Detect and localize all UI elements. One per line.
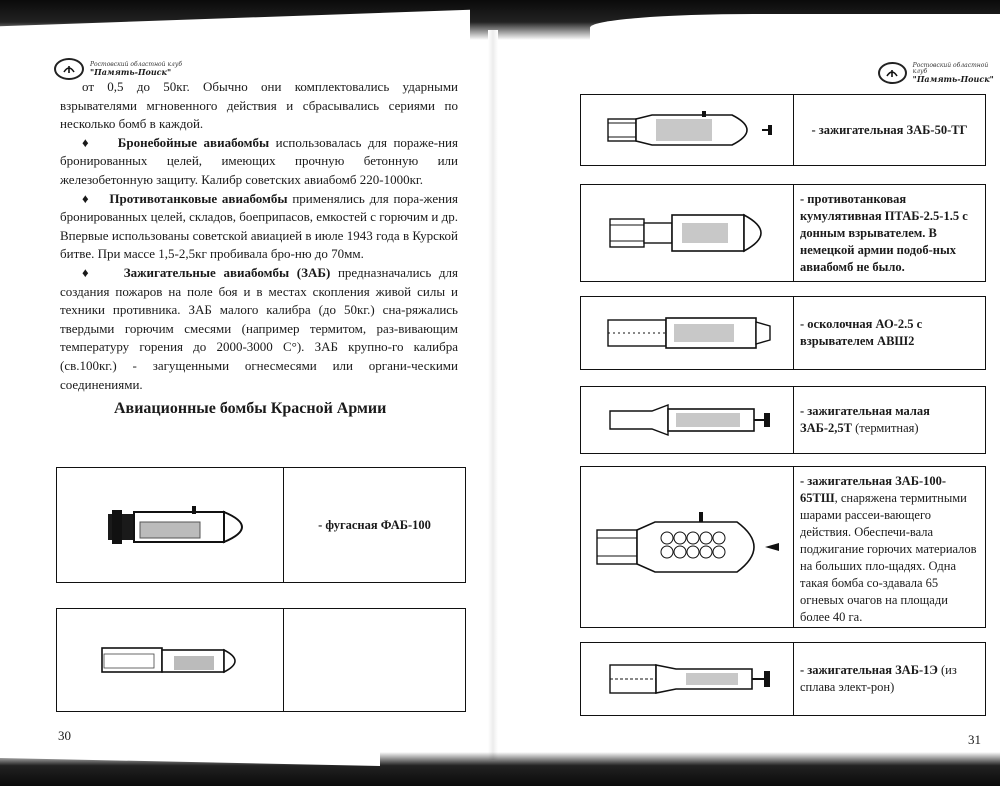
bomb-illustration <box>57 609 284 711</box>
bomb-card <box>580 94 986 166</box>
bomb-illustration <box>581 297 794 369</box>
page-number: 31 <box>968 732 981 747</box>
bomb-illustration <box>581 185 794 281</box>
term: Бронебойные авиабомбы <box>117 134 270 150</box>
bomb-fab100-icon <box>70 490 270 560</box>
term: Зажигательные авиабомбы (ЗАБ) <box>123 264 331 280</box>
scan-paper-edge <box>590 14 1000 48</box>
club-emblem-icon <box>54 58 84 80</box>
bomb-zab100-icon <box>587 502 787 592</box>
section-title: Авиационные бомбы Красной Армии <box>114 400 387 417</box>
bomb-caption: - фугасная ФАБ-100 <box>318 517 431 532</box>
bomb-caption: - зажигательная ЗАБ-50-ТГ <box>811 122 968 137</box>
bomb-caption: - противотанковая кумулятивная ПТАБ-2.5-1.5 с донным взрывателем. В немецкой армии подоб-ных авиабомб не было. <box>800 191 968 274</box>
bullet: ♦ <box>82 264 94 280</box>
bomb-zab50tg-icon <box>592 105 782 155</box>
bomb-card <box>580 466 986 628</box>
club-emblem-icon <box>878 62 907 84</box>
page-number: 30 <box>58 728 71 743</box>
bomb-card <box>580 296 986 370</box>
club-logo <box>54 58 182 80</box>
paragraph: ♦ Бронебойные авиабомбы использовалась для пораже-ния бронированных целей, имеющих прочную бетонную или железобетонную защиту. Калибр советских авиабомб 220-1000кг. <box>60 134 458 187</box>
bullet: ♦ <box>82 190 91 206</box>
bomb-illustration <box>581 95 794 165</box>
bomb-illustration <box>581 467 794 627</box>
club-logo-line2: "Память-Поиск" <box>912 74 994 84</box>
paragraph: от 0,5 до 50кг. Обычно они комплектовались ударными взрывателями мгновенного действия и сбрасывались сериями по несколько бомб в каждой. <box>60 79 458 132</box>
bomb-card <box>580 642 986 716</box>
bomb-card <box>580 184 986 282</box>
bomb-illustration <box>581 643 794 715</box>
bomb-illustration <box>581 387 794 453</box>
bomb-card <box>56 467 466 583</box>
bomb-caption: - осколочная АО-2.5 с взрывателем АВШ2 <box>800 317 923 348</box>
bomb-caption <box>284 609 465 711</box>
bomb-caption: - зажигательная ЗАБ-1Э (из сплава элект-рон) <box>800 663 957 694</box>
club-logo-line2: "Память-Поиск" <box>90 67 172 77</box>
bomb-caption: - зажигательная малая ЗАБ-2,5Т (термитная) <box>800 404 930 435</box>
bomb-zab1e-icon <box>592 653 782 705</box>
paragraph: ♦ Зажигательные авиабомбы (ЗАБ) предназначались для создания пожаров на поле боя и в местах скопления живой силы и техники противника. ЗАБ малого калибра (до 50кг.) сна-ряжались твердыми горючим смесями (например термитом, раз-вивающим температуру горения до 2000-3000 С°). ЗАБ крупно-го калибра (св.100кг.) - загущенными огнесмесями или органи-ческими соединениями. <box>60 264 459 392</box>
bomb-ao25-icon <box>592 308 782 358</box>
bomb-ptab-icon <box>592 203 782 263</box>
book-spine <box>488 30 498 760</box>
bomb-icon <box>70 630 270 690</box>
club-logo-line1: Ростовский областной клуб <box>90 61 182 68</box>
paragraph: ♦ Противотанковые авиабомбы применялись для пора-жения бронированных целей, складов, боеприпасов, емкостей с горючим и др. Впервые использованы советской авиацией в июле 1943 года в Курской битве. При массе 1,5-2,5кг пробивала бро-ню до 70мм. <box>60 190 459 262</box>
bomb-caption: - зажигательная ЗАБ-100-65ТШ, снаряжена термитными шарами рассеи-вающего действия. Обеспечи-вала поджигание горючих материалов на больших пло-щадях. Одна такая бомба со-здавала 65 огневых очагов на площади более 40 га. <box>800 474 977 624</box>
body-text <box>60 78 458 394</box>
club-logo <box>878 62 1000 84</box>
term: Противотанковые авиабомбы <box>109 190 288 206</box>
bomb-card <box>56 608 466 712</box>
bomb-zab25t-icon <box>592 395 782 445</box>
bomb-illustration <box>57 468 284 582</box>
club-logo-line1: Ростовский областной клуб <box>912 62 989 75</box>
bomb-card <box>580 386 986 454</box>
bullet: ♦ <box>82 134 92 150</box>
